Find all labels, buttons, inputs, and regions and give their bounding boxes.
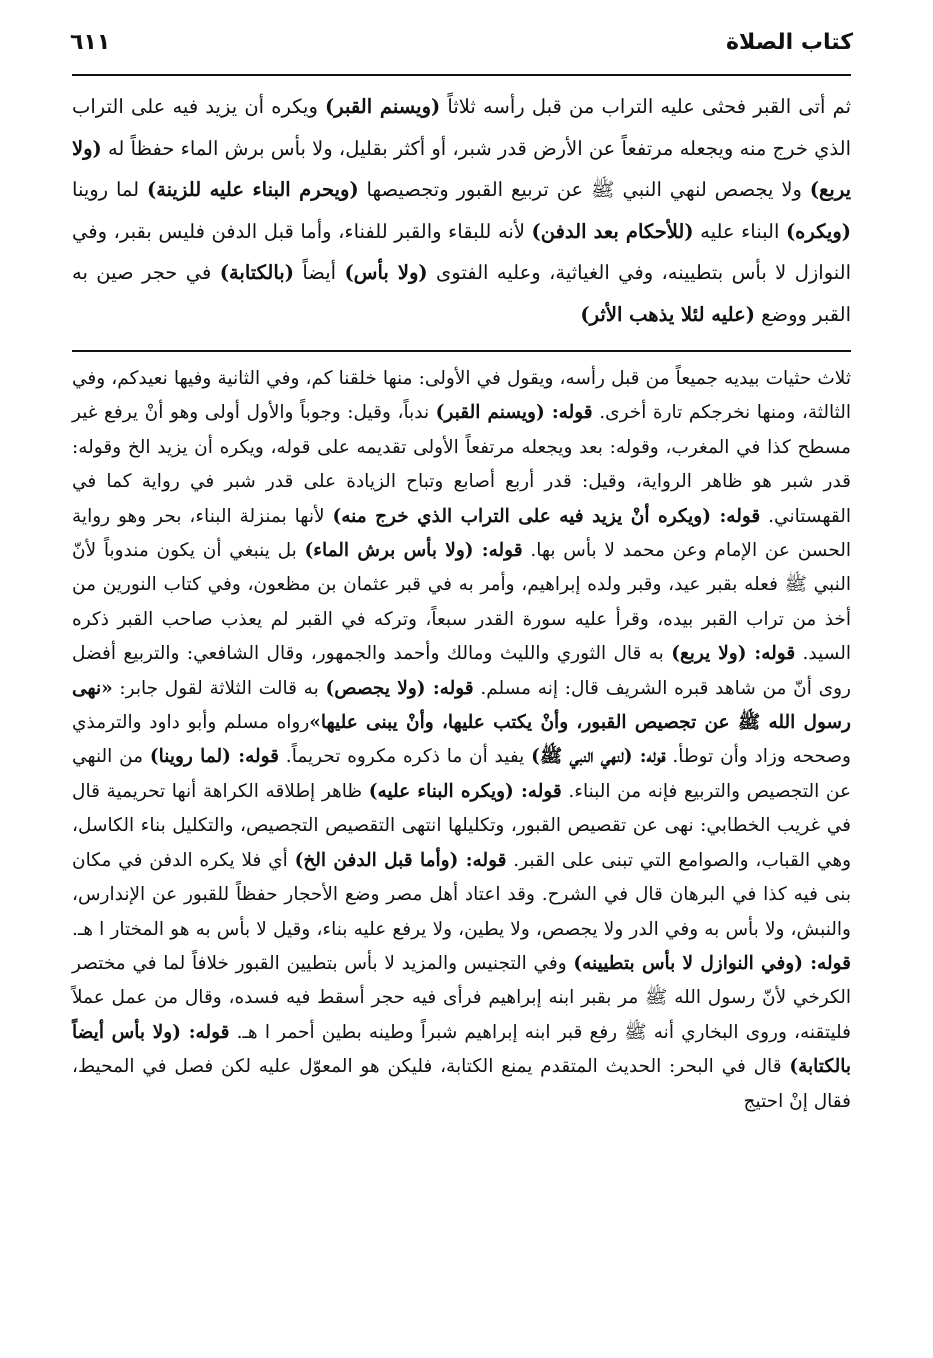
- text-run: به قال الثوري والليث ومالك وأحمد والجمهور، وقال الشافعي: والتربيع أفضل روى أنّ من شاهد قبره الشريف قال: إنه مسلم.: [72, 643, 851, 699]
- bold-phrase: (عليه لئلا يذهب الأثر): [580, 302, 755, 326]
- bold-phrase: قوله: (ولا يجصص): [325, 677, 474, 699]
- bold-phrase: قوله: (ولا يربع): [671, 643, 796, 665]
- bold-phrase: قوله: (وفي النوازل لا بأس بتطيينه): [573, 952, 851, 974]
- text-run: ولا يجصص لنهي النبي ﷺ عن تربيع القبور وتجصيصها: [358, 178, 810, 201]
- text-run: من النهي عن التجصيص والتربيع فإنه من البناء.: [72, 746, 851, 802]
- text-run: ويكره أن يزيد فيه على التراب الذي خرج منه ويجعله مرتفعاً عن الأرض قدر شبر، أو أكثر بقليل، ولا بأس برش الماء حفظاً له: [72, 95, 851, 160]
- text-run: رواه مسلم وأبو داود والترمذي وصححه وزاد وأن توطأ.: [72, 712, 851, 768]
- bold-phrase: قوله: (لنهي النبي ﷺ): [531, 746, 666, 768]
- text-run: ندباً، وقيل: وجوباً والأول أولى وهو أنْ يرفع غير مسطح كذا في المغرب، وقوله: بعد ويجعله مرتفعاً الأولى تقديمه على قوله، ويكره أن يزيد الخ وقوله: قدر شبر هو ظاهر الرواية، وقيل: قدر أربع أصابع وتباح الزيادة على قدر شبر في رواية كما في القهستاني.: [72, 402, 851, 527]
- bold-phrase: قوله: (لما روينا): [149, 746, 280, 768]
- text-run: أي فلا يكره الدفن في مكان بنى فيه كذا في البرهان قال في الشرح. وقد اعتاد أهل مصر وضع الأحجار حفظاً للقبور عن الإندارس، والنبش، ولا بأس به وفي الدر ولا يجصص، ولا يطين، ولا يرفع عليه بناء، وقيل لا بأس به هو المختار ا هـ.: [72, 849, 851, 940]
- bold-phrase: (بالكتابة): [219, 261, 294, 284]
- bold-phrase: (ويسنم القبر): [325, 95, 441, 118]
- bold-phrase: قوله: (وأما قبل الدفن الخ): [294, 849, 507, 871]
- main-text: [72, 86, 851, 335]
- section-divider: [72, 350, 851, 352]
- text-run: البناء عليه: [693, 219, 786, 243]
- text-run: وفي التجنيس والمزيد لا بأس بتطيين القبور خلافاً لما في مختصر الكرخي لأنّ رسول الله ﷺ مر بقبر ابنه إبراهيم فرأى فيه حجر أسقط فيه فسده، وقال من عمل عملاً فليتقنه، وروى البخاري أنه ﷺ رفع قبر ابنه إبراهيم شبراً وطينه بطين أحمر ا هـ.: [72, 952, 851, 1043]
- text-run: لما روينا: [72, 178, 147, 201]
- text-run: يفيد أن ما ذكره مكروه تحريماً.: [279, 746, 532, 768]
- bold-phrase: قوله: (ويكره البناء عليه): [368, 780, 562, 802]
- text-run: لأنها بمنزلة البناء، بحر وهو رواية الحسن عن الإمام وعن محمد لا بأس بها.: [72, 505, 852, 562]
- text-run: بل ينبغي أن يكون مندوباً لأنّ النبي ﷺ فعله بقبر عيد، وقبر ولده إبراهيم، وأمر به في قبر عثمان بن مظعون، وفي كتاب النورين من أخذ من تراب القبر بيده، وقرأ عليه سورة القدر سبعاً، وتركه في القبر لم يعذب صاحب القبر ذكره السيد.: [72, 540, 851, 665]
- text-run: ظاهر إطلاقه الكراهة أنها تحريمية قال في غريب الخطابي: نهى عن تقصيص القبور، وتكليلها انتهى التقصيص التجصيص، والتكليل بناء الكاسل، وهي القباب، والصوامع التي تبنى على القبر.: [72, 780, 852, 871]
- bold-phrase: قوله: (ولا بأس أيضاً بالكتابة): [72, 1021, 851, 1078]
- bold-phrase: قوله: (ويكره أنْ يزيد فيه على التراب الذي خرج منه): [332, 505, 761, 527]
- text-run: ثم أتى القبر فحثى عليه التراب من قبل رأسه ثلاثاً: [440, 95, 851, 118]
- bold-phrase: قوله: (ويسنم القبر): [435, 402, 593, 424]
- text-run: قال في البحر: الحديث المتقدم يمنع الكتابة، فليكن هو المعوّل عليه لكن فصل في المحيط، فقال إنْ احتيج: [72, 1056, 851, 1112]
- bold-phrase: قوله: (ولا بأس برش الماء): [304, 540, 523, 562]
- bold-phrase: (ويكره): [785, 219, 851, 243]
- bold-phrase: (للأحكام بعد الدفن): [531, 219, 694, 243]
- page-number: ٦١١: [70, 30, 111, 55]
- text-run: في حجر صين به القبر ووضع: [72, 261, 851, 326]
- text-run: أيضاً: [293, 261, 345, 284]
- page-header: [70, 28, 853, 68]
- bold-phrase: (ولا يربع): [72, 136, 851, 201]
- text-run: ثلاث حثيات بيديه جميعاً من قبل رأسه، ويقول في الأولى: منها خلقنا كم، وفي الثانية وفيها نعيدكم، وفي الثالثة، ومنها نخرجكم تارة أخرى.: [72, 368, 851, 424]
- bold-phrase: «نهى رسول الله ﷺ عن تجصيص القبور، وأنْ يكتب عليها، وأنْ يبنى عليها»: [72, 677, 851, 734]
- bold-phrase: (ولا بأس): [344, 261, 428, 284]
- text-run: لأنه للبقاء والقبر للفناء، وأما قبل الدفن فليس بقبر، وفي النوازل لا بأس بتطيينه، وفي الغياثية، وعليه الفتوى: [72, 219, 852, 284]
- bold-phrase: (ويحرم البناء عليه للزينة): [146, 178, 359, 201]
- running-title: كتاب الصلاة: [726, 30, 853, 55]
- commentary-text: [72, 362, 851, 1119]
- text-run: به قالت الثلاثة لقول جابر:: [112, 677, 326, 699]
- header-divider: [72, 74, 851, 76]
